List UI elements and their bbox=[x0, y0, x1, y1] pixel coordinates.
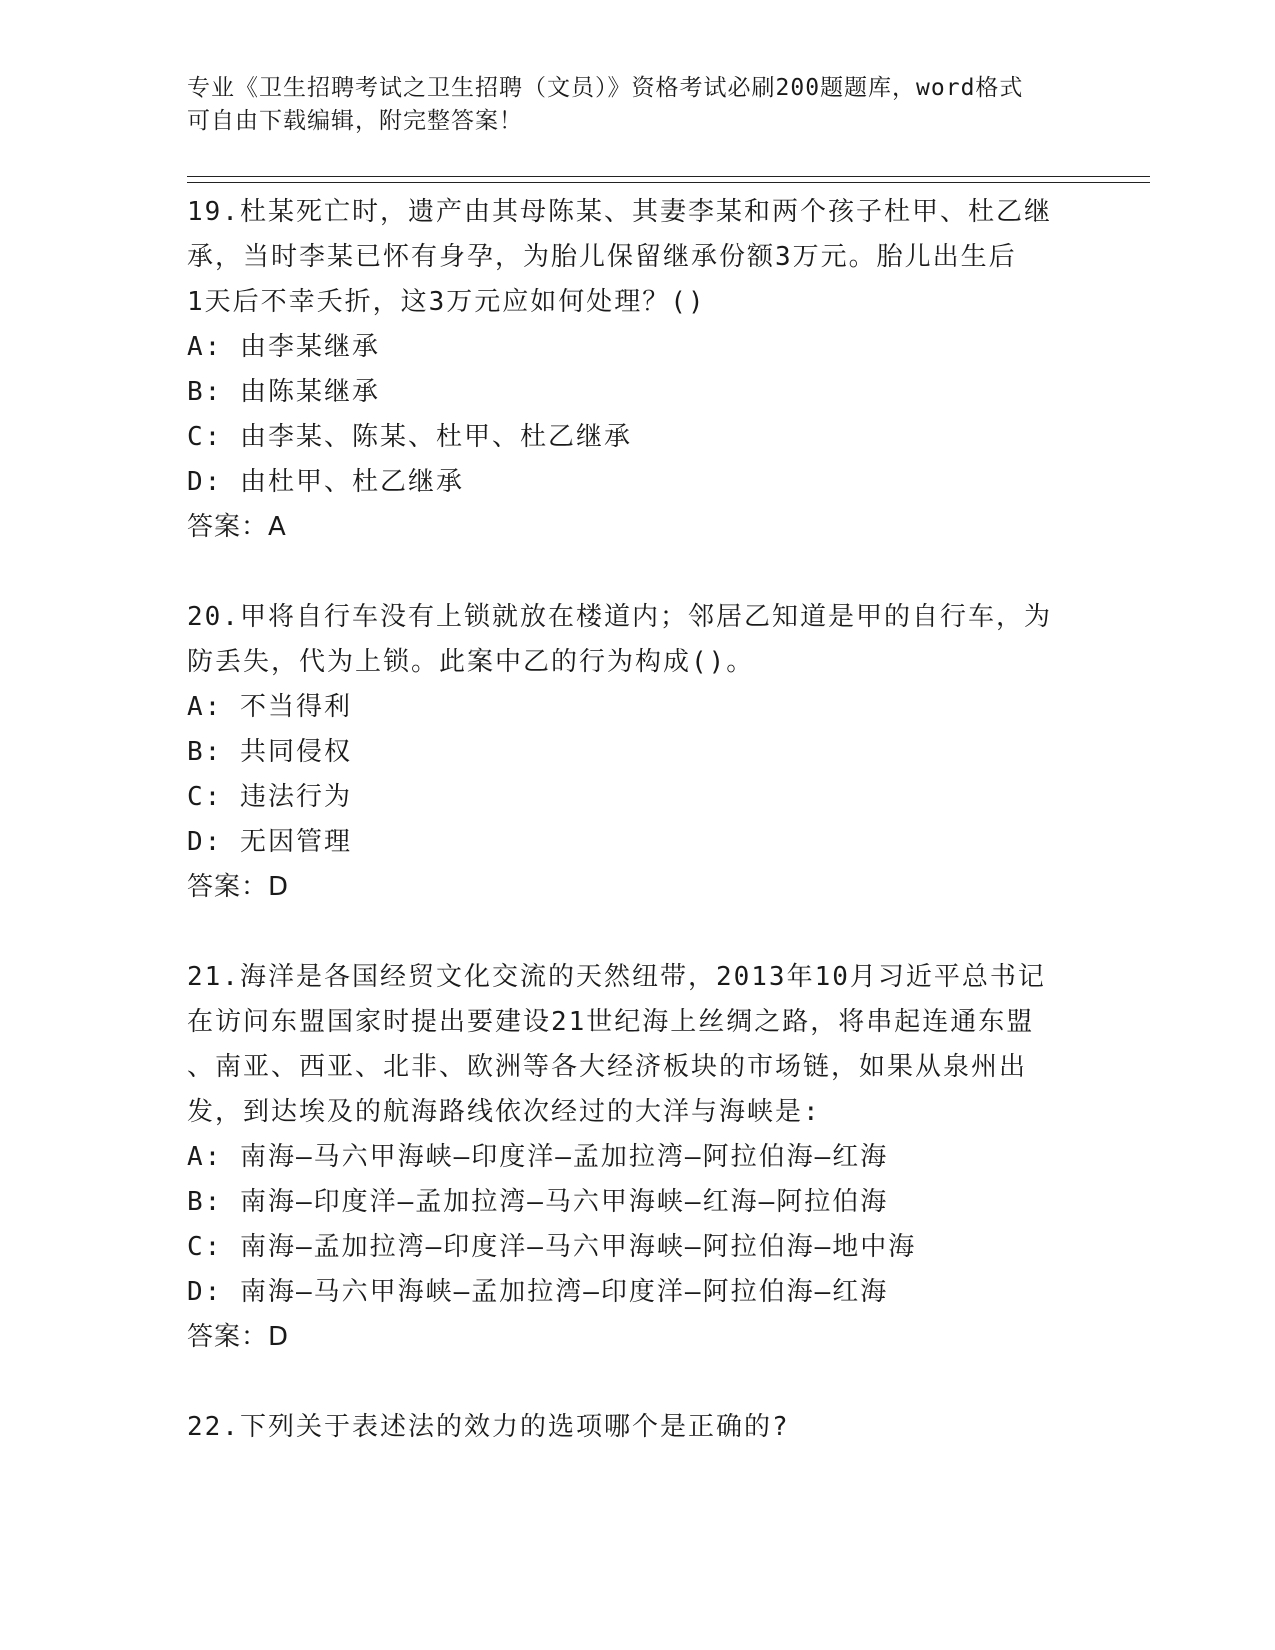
question-stem-line: 1天后不幸夭折，这3万元应如何处理？() bbox=[187, 287, 706, 317]
question-stem-line: 21.海洋是各国经贸文化交流的天然纽带，2013年10月习近平总书记 bbox=[187, 962, 1046, 992]
question-stem-line: 在访问东盟国家时提出要建设21世纪海上丝绸之路，将串起连通东盟 bbox=[187, 1007, 1035, 1037]
question-21 bbox=[187, 955, 1077, 1360]
question-20 bbox=[187, 595, 1077, 910]
question-stem-line: 承，当时李某已怀有身孕，为胎儿保留继承份额3万元。胎儿出生后 bbox=[187, 242, 1017, 272]
question-stem-line: 发，到达埃及的航海路线依次经过的大洋与海峡是: bbox=[187, 1097, 821, 1127]
option-c: C: 违法行为 bbox=[187, 782, 352, 812]
answer: 答案：D bbox=[187, 1322, 290, 1352]
header-divider-bottom bbox=[187, 182, 1150, 183]
option-b: B: 共同侵权 bbox=[187, 737, 352, 767]
option-a: A: 南海—马六甲海峡—印度洋—孟加拉湾—阿拉伯海—红海 bbox=[187, 1142, 889, 1172]
option-c: C: 南海—孟加拉湾—印度洋—马六甲海峡—阿拉伯海—地中海 bbox=[187, 1232, 917, 1262]
option-d: D: 无因管理 bbox=[187, 827, 352, 857]
question-stem-line: 20.甲将自行车没有上锁就放在楼道内；邻居乙知道是甲的自行车，为 bbox=[187, 602, 1052, 632]
answer: 答案：D bbox=[187, 872, 290, 902]
question-22 bbox=[187, 1405, 1077, 1450]
question-stem-line: 22.下列关于表述法的效力的选项哪个是正确的? bbox=[187, 1412, 790, 1442]
question-19 bbox=[187, 190, 1077, 550]
option-d: D: 南海—马六甲海峡—孟加拉湾—印度洋—阿拉伯海—红海 bbox=[187, 1277, 889, 1307]
option-b: B: 由陈某继承 bbox=[187, 377, 380, 407]
document-header bbox=[187, 72, 1067, 138]
answer: 答案：A bbox=[187, 512, 287, 542]
question-list bbox=[187, 190, 1077, 1495]
header-line-2: 可自由下载编辑，附完整答案！ bbox=[187, 108, 523, 134]
header-divider-top bbox=[187, 176, 1150, 177]
question-stem-line: 19.杜某死亡时，遗产由其母陈某、其妻李某和两个孩子杜甲、杜乙继 bbox=[187, 197, 1052, 227]
question-stem-line: 防丢失，代为上锁。此案中乙的行为构成()。 bbox=[187, 647, 755, 677]
question-stem-line: 、南亚、西亚、北非、欧洲等各大经济板块的市场链，如果从泉州出 bbox=[187, 1052, 1028, 1082]
option-a: A: 由李某继承 bbox=[187, 332, 380, 362]
header-line-1: 专业《卫生招聘考试之卫生招聘（文员）》资格考试必刷200题题库，word格式 bbox=[187, 75, 1024, 101]
option-b: B: 南海—印度洋—孟加拉湾—马六甲海峡—红海—阿拉伯海 bbox=[187, 1187, 889, 1217]
option-a: A: 不当得利 bbox=[187, 692, 352, 722]
option-d: D: 由杜甲、杜乙继承 bbox=[187, 467, 464, 497]
option-c: C: 由李某、陈某、杜甲、杜乙继承 bbox=[187, 422, 632, 452]
